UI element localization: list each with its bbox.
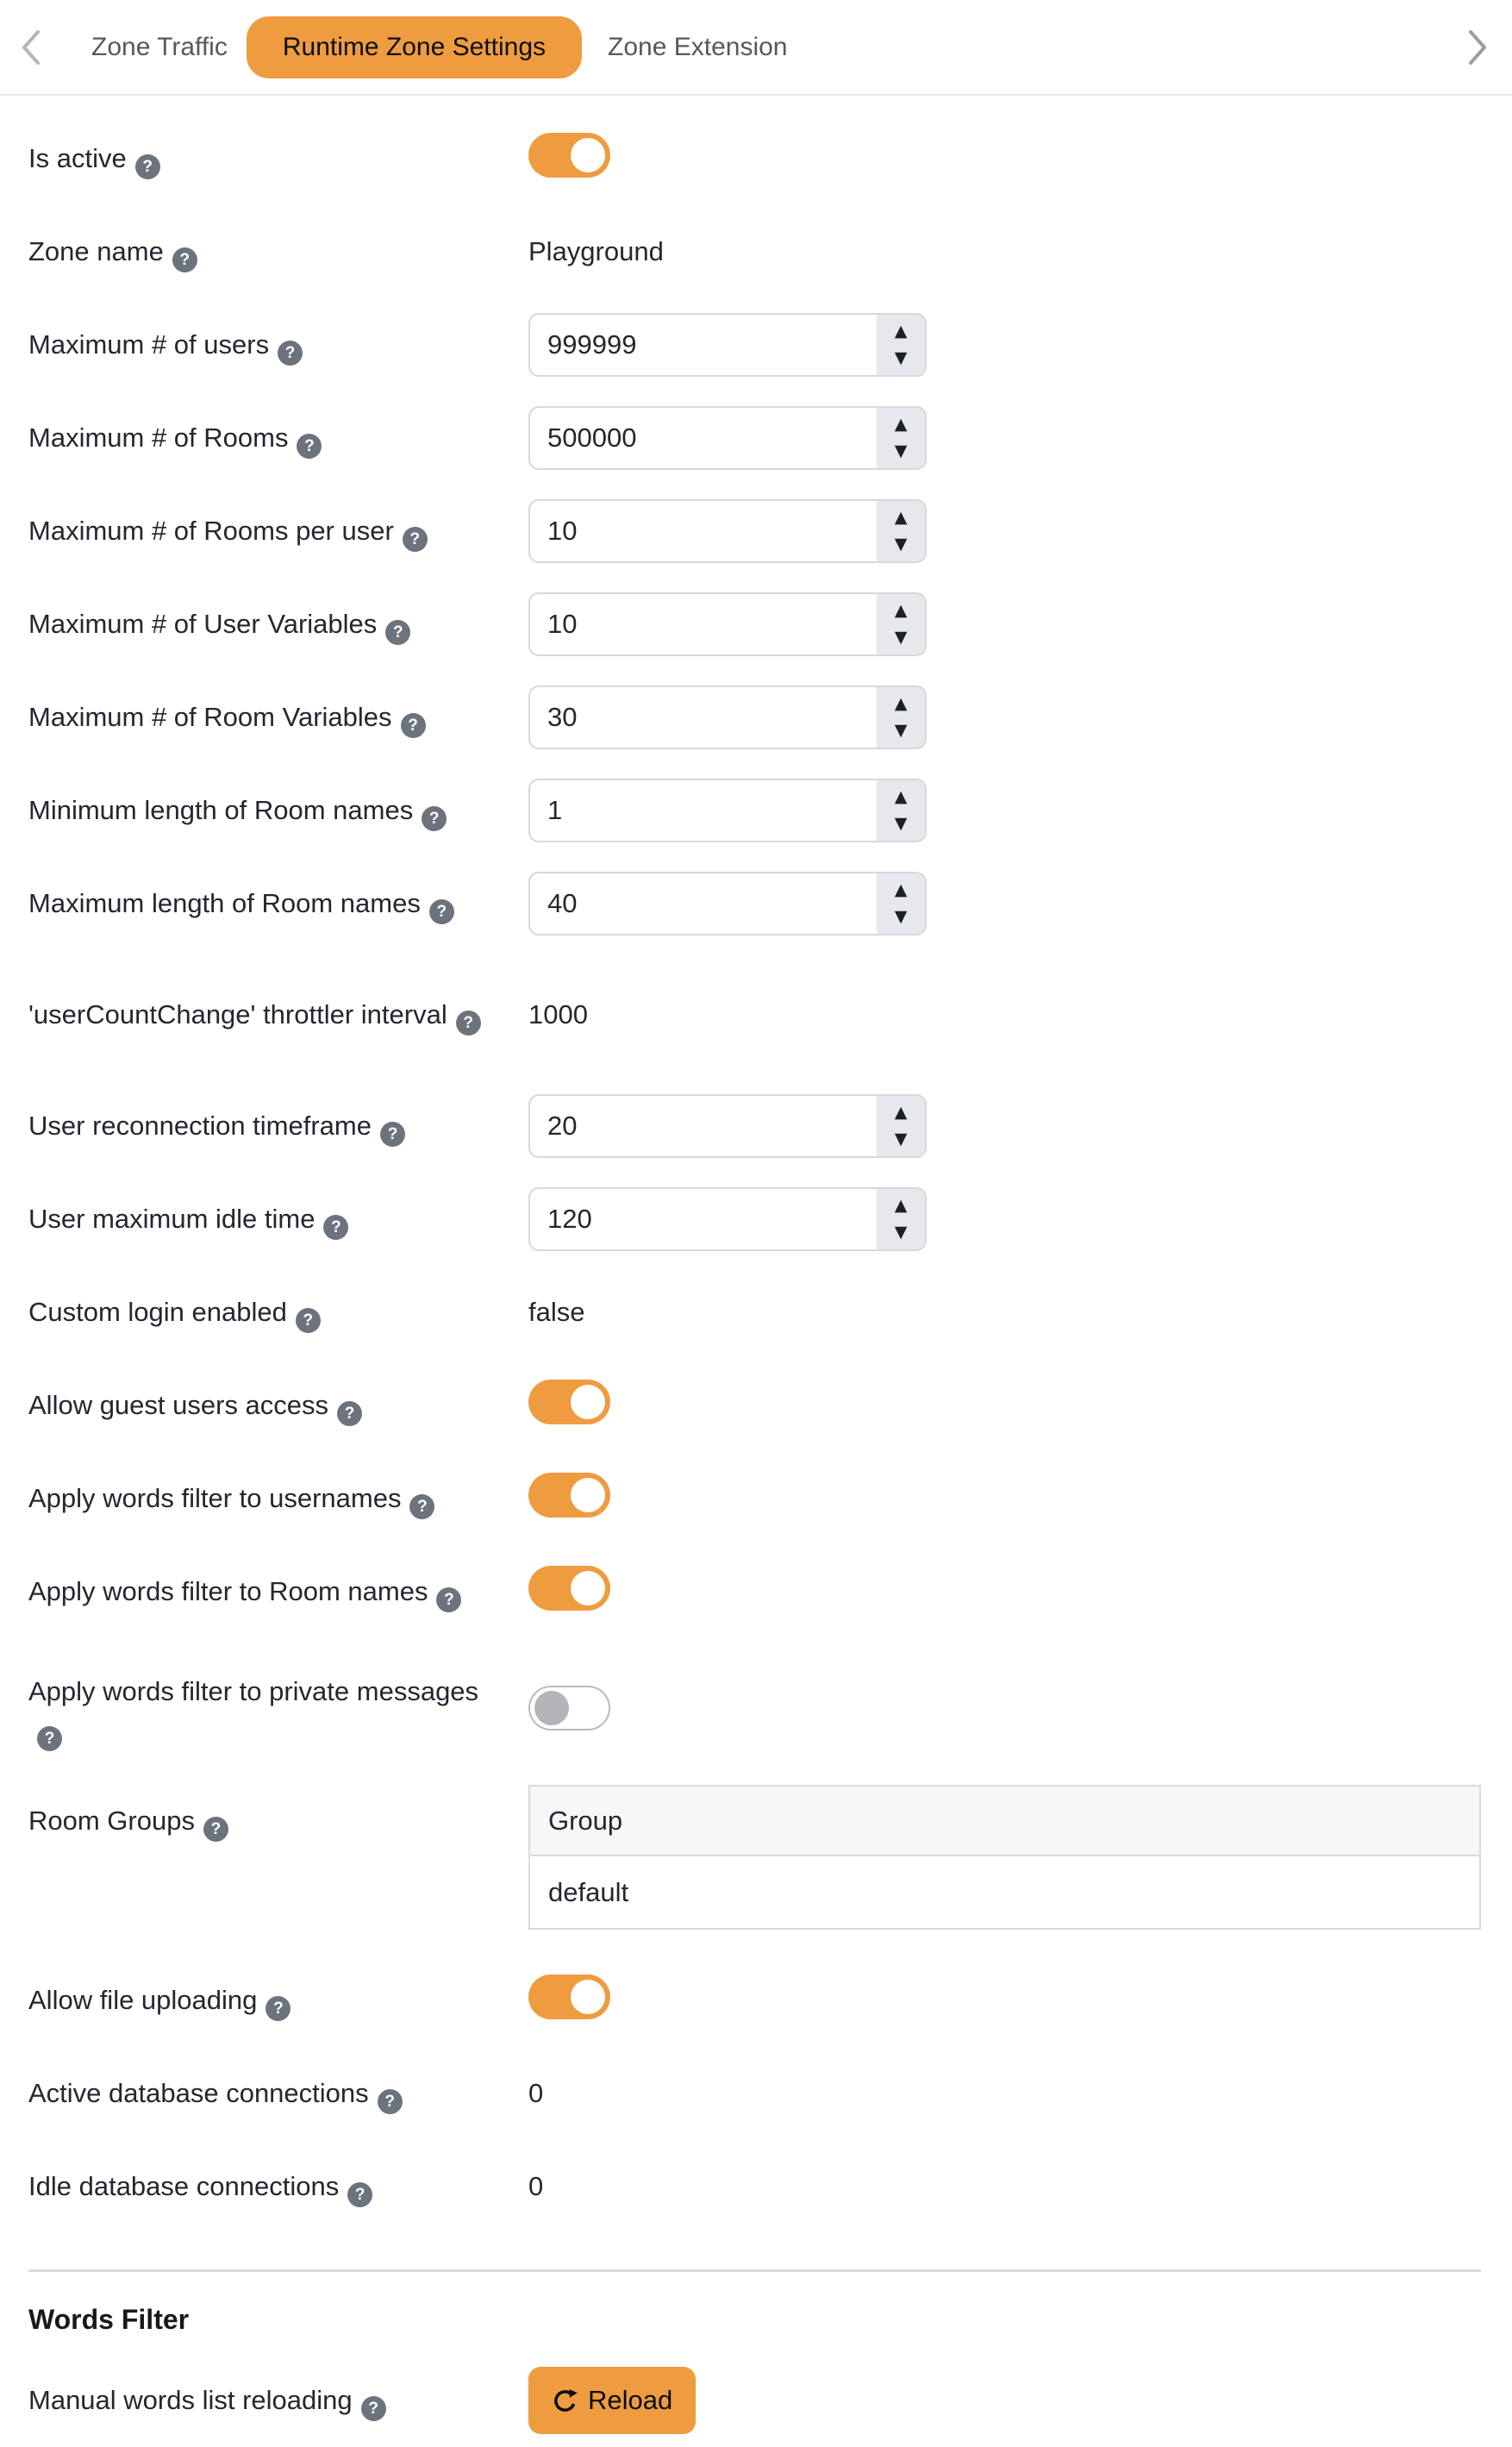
row-max-rooms-per-user (28, 485, 1481, 578)
help-icon[interactable]: ? (401, 713, 426, 738)
filter-usernames-toggle[interactable] (528, 1473, 610, 1518)
number-spinner (877, 594, 925, 654)
help-icon[interactable]: ? (297, 434, 322, 459)
field-label: Zone name (28, 235, 164, 266)
max-user-variables-input[interactable] (530, 594, 925, 654)
spinner-down-icon[interactable]: ▼ (894, 628, 908, 647)
max-idle-time-field (528, 1187, 927, 1251)
min-room-name-length-input[interactable] (530, 780, 925, 841)
field-label: Maximum length of Room names (28, 887, 421, 918)
field-label: 'userCountChange' throttler interval (28, 998, 447, 1029)
row-usercountchange-throttler (28, 950, 1481, 1080)
row-room-groups (28, 1785, 1481, 1930)
help-icon[interactable]: ? (203, 1817, 228, 1842)
max-room-name-length-field (528, 872, 927, 936)
spinner-down-icon[interactable]: ▼ (894, 1130, 908, 1148)
spinner-up-icon[interactable]: ▲ (894, 1103, 908, 1122)
idle-db-value: 0 (528, 2171, 544, 2201)
number-spinner (877, 780, 925, 841)
spinner-down-icon[interactable]: ▼ (894, 721, 908, 740)
spinner-down-icon[interactable]: ▼ (894, 535, 908, 554)
words-filter-heading: Words Filter (28, 2304, 190, 2335)
table-row-default[interactable]: default (529, 1856, 1480, 1929)
help-icon[interactable]: ? (378, 2089, 403, 2114)
toggle-knob (571, 1478, 605, 1512)
max-user-variables-field (528, 592, 927, 656)
field-label: Allow guest users access (28, 1389, 329, 1420)
row-filter-room-names (28, 1545, 1481, 1638)
row-zone-name (28, 205, 1481, 298)
help-icon[interactable]: ? (380, 1122, 405, 1147)
reload-button[interactable] (528, 2367, 696, 2434)
tab-runtime-zone-settings[interactable]: Runtime Zone Settings (247, 16, 582, 78)
help-icon[interactable]: ? (323, 1215, 348, 1240)
filter-room-names-toggle[interactable] (528, 1566, 610, 1611)
spinner-up-icon[interactable]: ▲ (894, 787, 908, 806)
room-groups-table (528, 1785, 1481, 1930)
active-db-value: 0 (528, 2078, 544, 2108)
field-label: Maximum # of User Variables (28, 608, 378, 639)
table-header-group: Group (529, 1786, 1480, 1856)
spinner-down-icon[interactable]: ▼ (894, 441, 908, 460)
spinner-down-icon[interactable]: ▼ (894, 814, 908, 833)
section-divider (28, 2269, 1481, 2272)
file-uploading-toggle[interactable] (528, 1974, 610, 2019)
field-label: Apply words filter to private messages (28, 1676, 479, 1706)
number-spinner (877, 687, 925, 748)
field-label: Manual words list reloading (28, 2384, 353, 2415)
row-min-room-name-length (28, 764, 1481, 857)
field-label: Is active (28, 142, 127, 173)
row-reconnection-timeframe (28, 1080, 1481, 1173)
max-room-name-length-input[interactable] (530, 873, 925, 934)
reload-icon (552, 2388, 578, 2414)
help-icon[interactable]: ? (385, 620, 410, 645)
toggle-knob (571, 1385, 605, 1419)
row-max-users (28, 298, 1481, 391)
spinner-up-icon[interactable]: ▲ (894, 508, 908, 527)
spinner-down-icon[interactable]: ▼ (894, 1223, 908, 1242)
row-file-uploading (28, 1954, 1481, 2047)
chevron-right-icon[interactable] (1459, 22, 1496, 73)
toggle-knob (571, 1571, 605, 1605)
number-spinner (877, 1096, 925, 1156)
row-filter-usernames (28, 1452, 1481, 1545)
guest-access-toggle[interactable] (528, 1380, 610, 1424)
max-rooms-per-user-field (528, 499, 927, 563)
field-label: User maximum idle time (28, 1203, 316, 1234)
field-label: Active database connections (28, 2077, 369, 2108)
row-is-active (28, 112, 1481, 205)
max-room-variables-input[interactable] (530, 687, 925, 748)
toggle-knob (571, 138, 605, 172)
spinner-up-icon[interactable]: ▲ (894, 322, 908, 341)
tab-zone-traffic[interactable]: Zone Traffic (91, 32, 228, 61)
max-rooms-field (528, 406, 927, 470)
field-label: Maximum # of Rooms (28, 422, 289, 453)
row-filter-private-messages (28, 1638, 1481, 1785)
field-label: User reconnection timeframe (28, 1110, 372, 1141)
row-max-user-variables (28, 578, 1481, 671)
field-label: Maximum # of users (28, 329, 270, 360)
help-icon[interactable]: ? (172, 247, 197, 272)
max-rooms-per-user-input[interactable] (530, 501, 925, 561)
chevron-left-icon[interactable] (12, 22, 50, 73)
field-label: Minimum length of Room names (28, 794, 414, 825)
help-icon[interactable]: ? (37, 1726, 62, 1751)
row-manual-words-reload (28, 2367, 1481, 2434)
help-icon[interactable]: ? (422, 806, 447, 831)
spinner-up-icon[interactable]: ▲ (894, 694, 908, 713)
is-active-toggle[interactable] (528, 133, 610, 178)
row-max-room-variables (28, 671, 1481, 764)
max-idle-time-input[interactable] (530, 1189, 925, 1249)
help-icon[interactable]: ? (429, 899, 454, 924)
tab-zone-extension[interactable]: Zone Extension (608, 32, 788, 61)
settings-form (0, 96, 1512, 2447)
field-label: Maximum # of Rooms per user (28, 515, 394, 546)
usercountchange-value: 1000 (528, 999, 588, 1029)
help-icon[interactable]: ? (266, 1996, 291, 2021)
reconnection-timeframe-field (528, 1094, 927, 1158)
help-icon[interactable]: ? (278, 341, 303, 366)
field-label: Idle database connections (28, 2170, 340, 2201)
help-icon[interactable]: ? (296, 1308, 321, 1333)
number-spinner (877, 1189, 925, 1249)
help-icon[interactable]: ? (409, 1494, 434, 1519)
field-label: Allow file uploading (28, 1984, 258, 2015)
row-max-rooms (28, 391, 1481, 485)
help-icon[interactable]: ? (436, 1587, 461, 1612)
row-max-room-name-length (28, 857, 1481, 950)
spinner-up-icon[interactable]: ▲ (894, 880, 908, 899)
row-guest-access (28, 1359, 1481, 1452)
row-idle-db-connections (28, 2140, 1481, 2233)
row-active-db-connections (28, 2047, 1481, 2140)
row-custom-login (28, 1266, 1481, 1359)
custom-login-value: false (528, 1297, 585, 1327)
min-room-name-length-field (528, 779, 927, 842)
help-icon[interactable]: ? (347, 2182, 372, 2207)
number-spinner (877, 501, 925, 561)
reload-button-label: Reload (588, 2385, 673, 2415)
number-spinner (877, 873, 925, 934)
spinner-down-icon[interactable]: ▼ (894, 907, 908, 926)
max-room-variables-field (528, 685, 927, 749)
toggle-knob (571, 1980, 605, 2014)
field-label: Apply words filter to usernames (28, 1482, 402, 1513)
field-label: Apply words filter to Room names (28, 1575, 428, 1606)
zone-name-value: Playground (528, 236, 664, 266)
max-users-field (528, 313, 927, 377)
field-label: Room Groups (28, 1806, 195, 1836)
field-label: Custom login enabled (28, 1296, 287, 1327)
reconnection-timeframe-input[interactable] (530, 1096, 925, 1156)
number-spinner (877, 315, 925, 375)
toggle-knob (534, 1691, 569, 1725)
help-icon[interactable]: ? (456, 1011, 481, 1036)
row-max-idle-time (28, 1173, 1481, 1266)
number-spinner (877, 408, 925, 468)
help-icon[interactable]: ? (135, 154, 160, 179)
max-rooms-input[interactable] (530, 408, 925, 468)
spinner-up-icon[interactable]: ▲ (894, 601, 908, 620)
spinner-down-icon[interactable]: ▼ (894, 348, 908, 367)
field-label: Maximum # of Room Variables (28, 701, 392, 732)
spinner-up-icon[interactable]: ▲ (894, 415, 908, 434)
help-icon[interactable]: ? (403, 527, 428, 552)
spinner-up-icon[interactable]: ▲ (894, 1196, 908, 1215)
max-users-input[interactable] (530, 315, 925, 375)
filter-private-messages-toggle[interactable] (528, 1686, 610, 1730)
help-icon[interactable]: ? (361, 2396, 386, 2421)
tab-bar (0, 0, 1512, 96)
help-icon[interactable]: ? (337, 1401, 362, 1426)
